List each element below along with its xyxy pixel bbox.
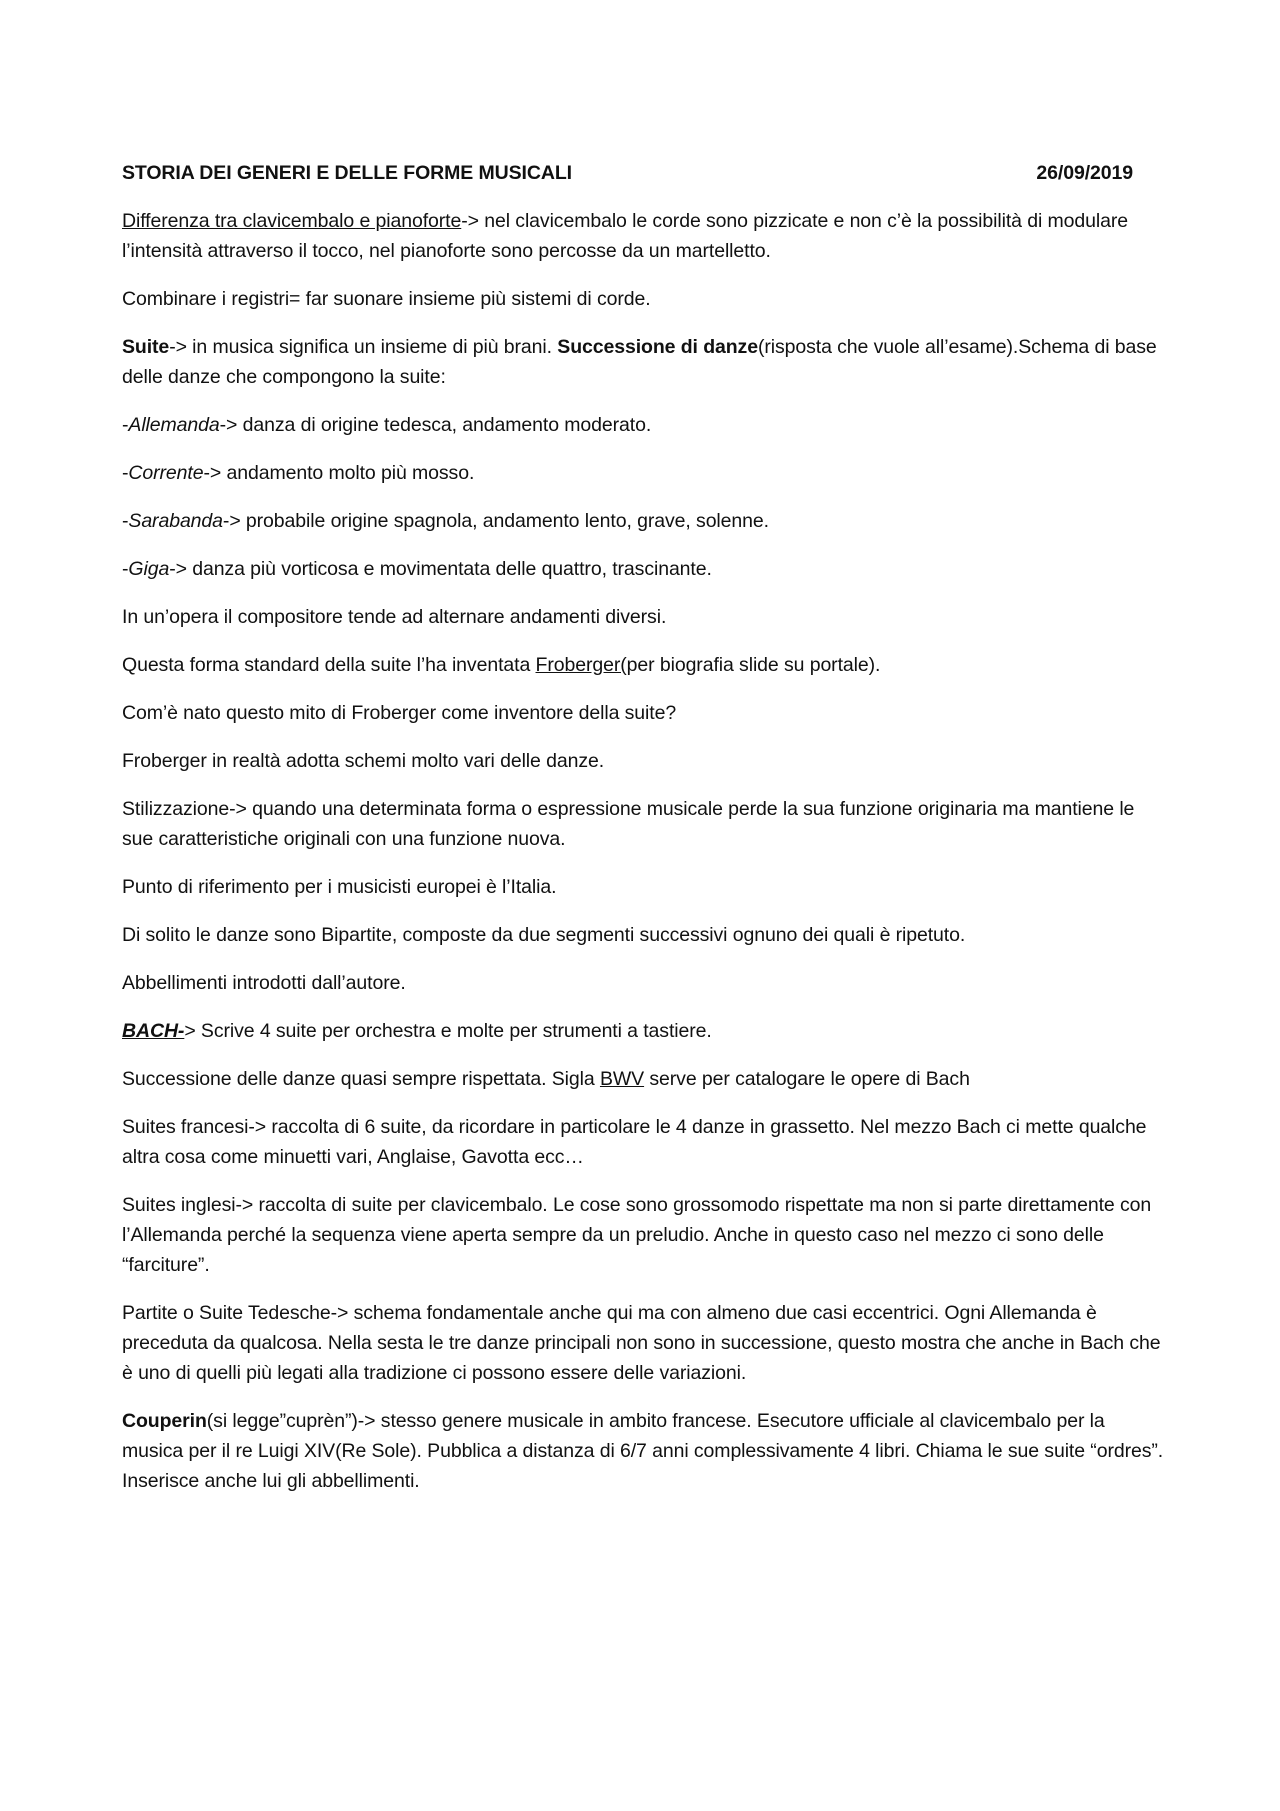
paragraph-stilizzazione: Stilizzazione-> quando una determinata forma o espressione musicale perde la sua funzione originaria ma mantiene le sue caratteristiche originali con una funzione nuova.	[122, 798, 1135, 850]
paragraph-bwv: Successione delle danze quasi sempre rispettata. Sigla BWV serve per catalogare le opere di Bach	[122, 1068, 970, 1090]
paragraph-froberger-standard: Questa forma standard della suite l’ha inventata Froberger(per biografia slide su portale).	[122, 654, 881, 676]
paragraph-opera: In un’opera il compositore tende ad alternare andamenti diversi.	[122, 606, 667, 628]
paragraph-froberger-schemi: Froberger in realtà adotta schemi molto vari delle danze.	[122, 750, 605, 772]
dance-name: Corrente	[128, 462, 204, 484]
paragraph-suites-francesi: Suites francesi-> raccolta di 6 suite, da ricordare in particolare le 4 danze in grassetto. Nel mezzo Bach ci mette qualche altra cosa come minuetti vari, Anglaise, Gavotta ecc…	[122, 1116, 1147, 1168]
dance-giga: -Giga-> danza più vorticosa e movimentata delle quattro, trascinante.	[122, 558, 712, 580]
paragraph-suite: Suite-> in musica significa un insieme di più brani. Successione di danze(risposta che vuole all’esame).Schema di base delle danze che compongono la suite:	[122, 336, 1157, 388]
paragraph-suites-inglesi: Suites inglesi-> raccolta di suite per clavicembalo. Le cose sono grossomodo rispettate ma non si parte direttamente con l’Allemanda perché la sequenza viene aperta sempre da un preludio. Anche in questo caso nel mezzo ci sono delle “farciture”.	[122, 1194, 1152, 1276]
dance-name: Giga	[128, 558, 170, 580]
paragraph-couperin: Couperin(si legge”cuprèn”)-> stesso genere musicale in ambito francese. Esecutore ufficiale al clavicembalo per la musica per il re Luigi XIV(Re Sole). Pubblica a distanza di 6/7 anni complessivamente 4 libri. Chiama le sue suite “ordres”. Inserisce anche lui gli abbellimenti.	[122, 1410, 1164, 1492]
document-header	[122, 158, 1167, 188]
paragraph-italia: Punto di riferimento per i musicisti europei è l’Italia.	[122, 876, 557, 898]
term-successione-danze: Successione di danze	[557, 336, 758, 358]
term-bwv: BWV	[599, 1068, 645, 1090]
document-date: 26/09/2019	[1036, 162, 1133, 184]
term-suite: Suite	[122, 336, 170, 358]
link-froberger: Froberger(	[535, 654, 627, 676]
dance-name: Allemanda	[128, 414, 220, 436]
term-couperin: Couperin	[122, 1410, 207, 1432]
paragraph-bipartite: Di solito le danze sono Bipartite, composte da due segmenti successivi ognuno dei quali è ripetuto.	[122, 924, 966, 946]
document-page	[122, 158, 1167, 1514]
term-differenza: Differenza tra clavicembalo e pianoforte	[122, 210, 462, 232]
dance-name: Sarabanda	[128, 510, 223, 532]
paragraph-froberger-mito: Com’è nato questo mito di Froberger come inventore della suite?	[122, 702, 677, 724]
term-bach: BACH-	[122, 1020, 185, 1042]
dance-corrente: -Corrente-> andamento molto più mosso.	[122, 462, 475, 484]
paragraph-bach: BACH-> Scrive 4 suite per orchestra e molte per strumenti a tastiere.	[122, 1020, 712, 1042]
dance-sarabanda: -Sarabanda-> probabile origine spagnola, andamento lento, grave, solenne.	[122, 510, 769, 532]
paragraph-registri: Combinare i registri= far suonare insieme più sistemi di corde.	[122, 288, 651, 310]
dance-allemanda: -Allemanda-> danza di origine tedesca, andamento moderato.	[122, 414, 652, 436]
paragraph-partite: Partite o Suite Tedesche-> schema fondamentale anche qui ma con almeno due casi eccentrici. Ogni Allemanda è preceduta da qualcosa. Nella sesta le tre danze principali non sono in successione, questo mostra che anche in Bach che è uno di quelli più legati alla tradizione ci possono essere delle variazioni.	[122, 1302, 1161, 1384]
paragraph-clavicembalo-pianoforte: Differenza tra clavicembalo e pianoforte-> nel clavicembalo le corde sono pizzicate e non c’è la possibilità di modulare l’intensità attraverso il tocco, nel pianoforte sono percosse da un martelletto.	[122, 210, 1128, 262]
paragraph-abbellimenti: Abbellimenti introdotti dall’autore.	[122, 972, 406, 994]
document-title: STORIA DEI GENERI E DELLE FORME MUSICALI	[122, 162, 572, 184]
